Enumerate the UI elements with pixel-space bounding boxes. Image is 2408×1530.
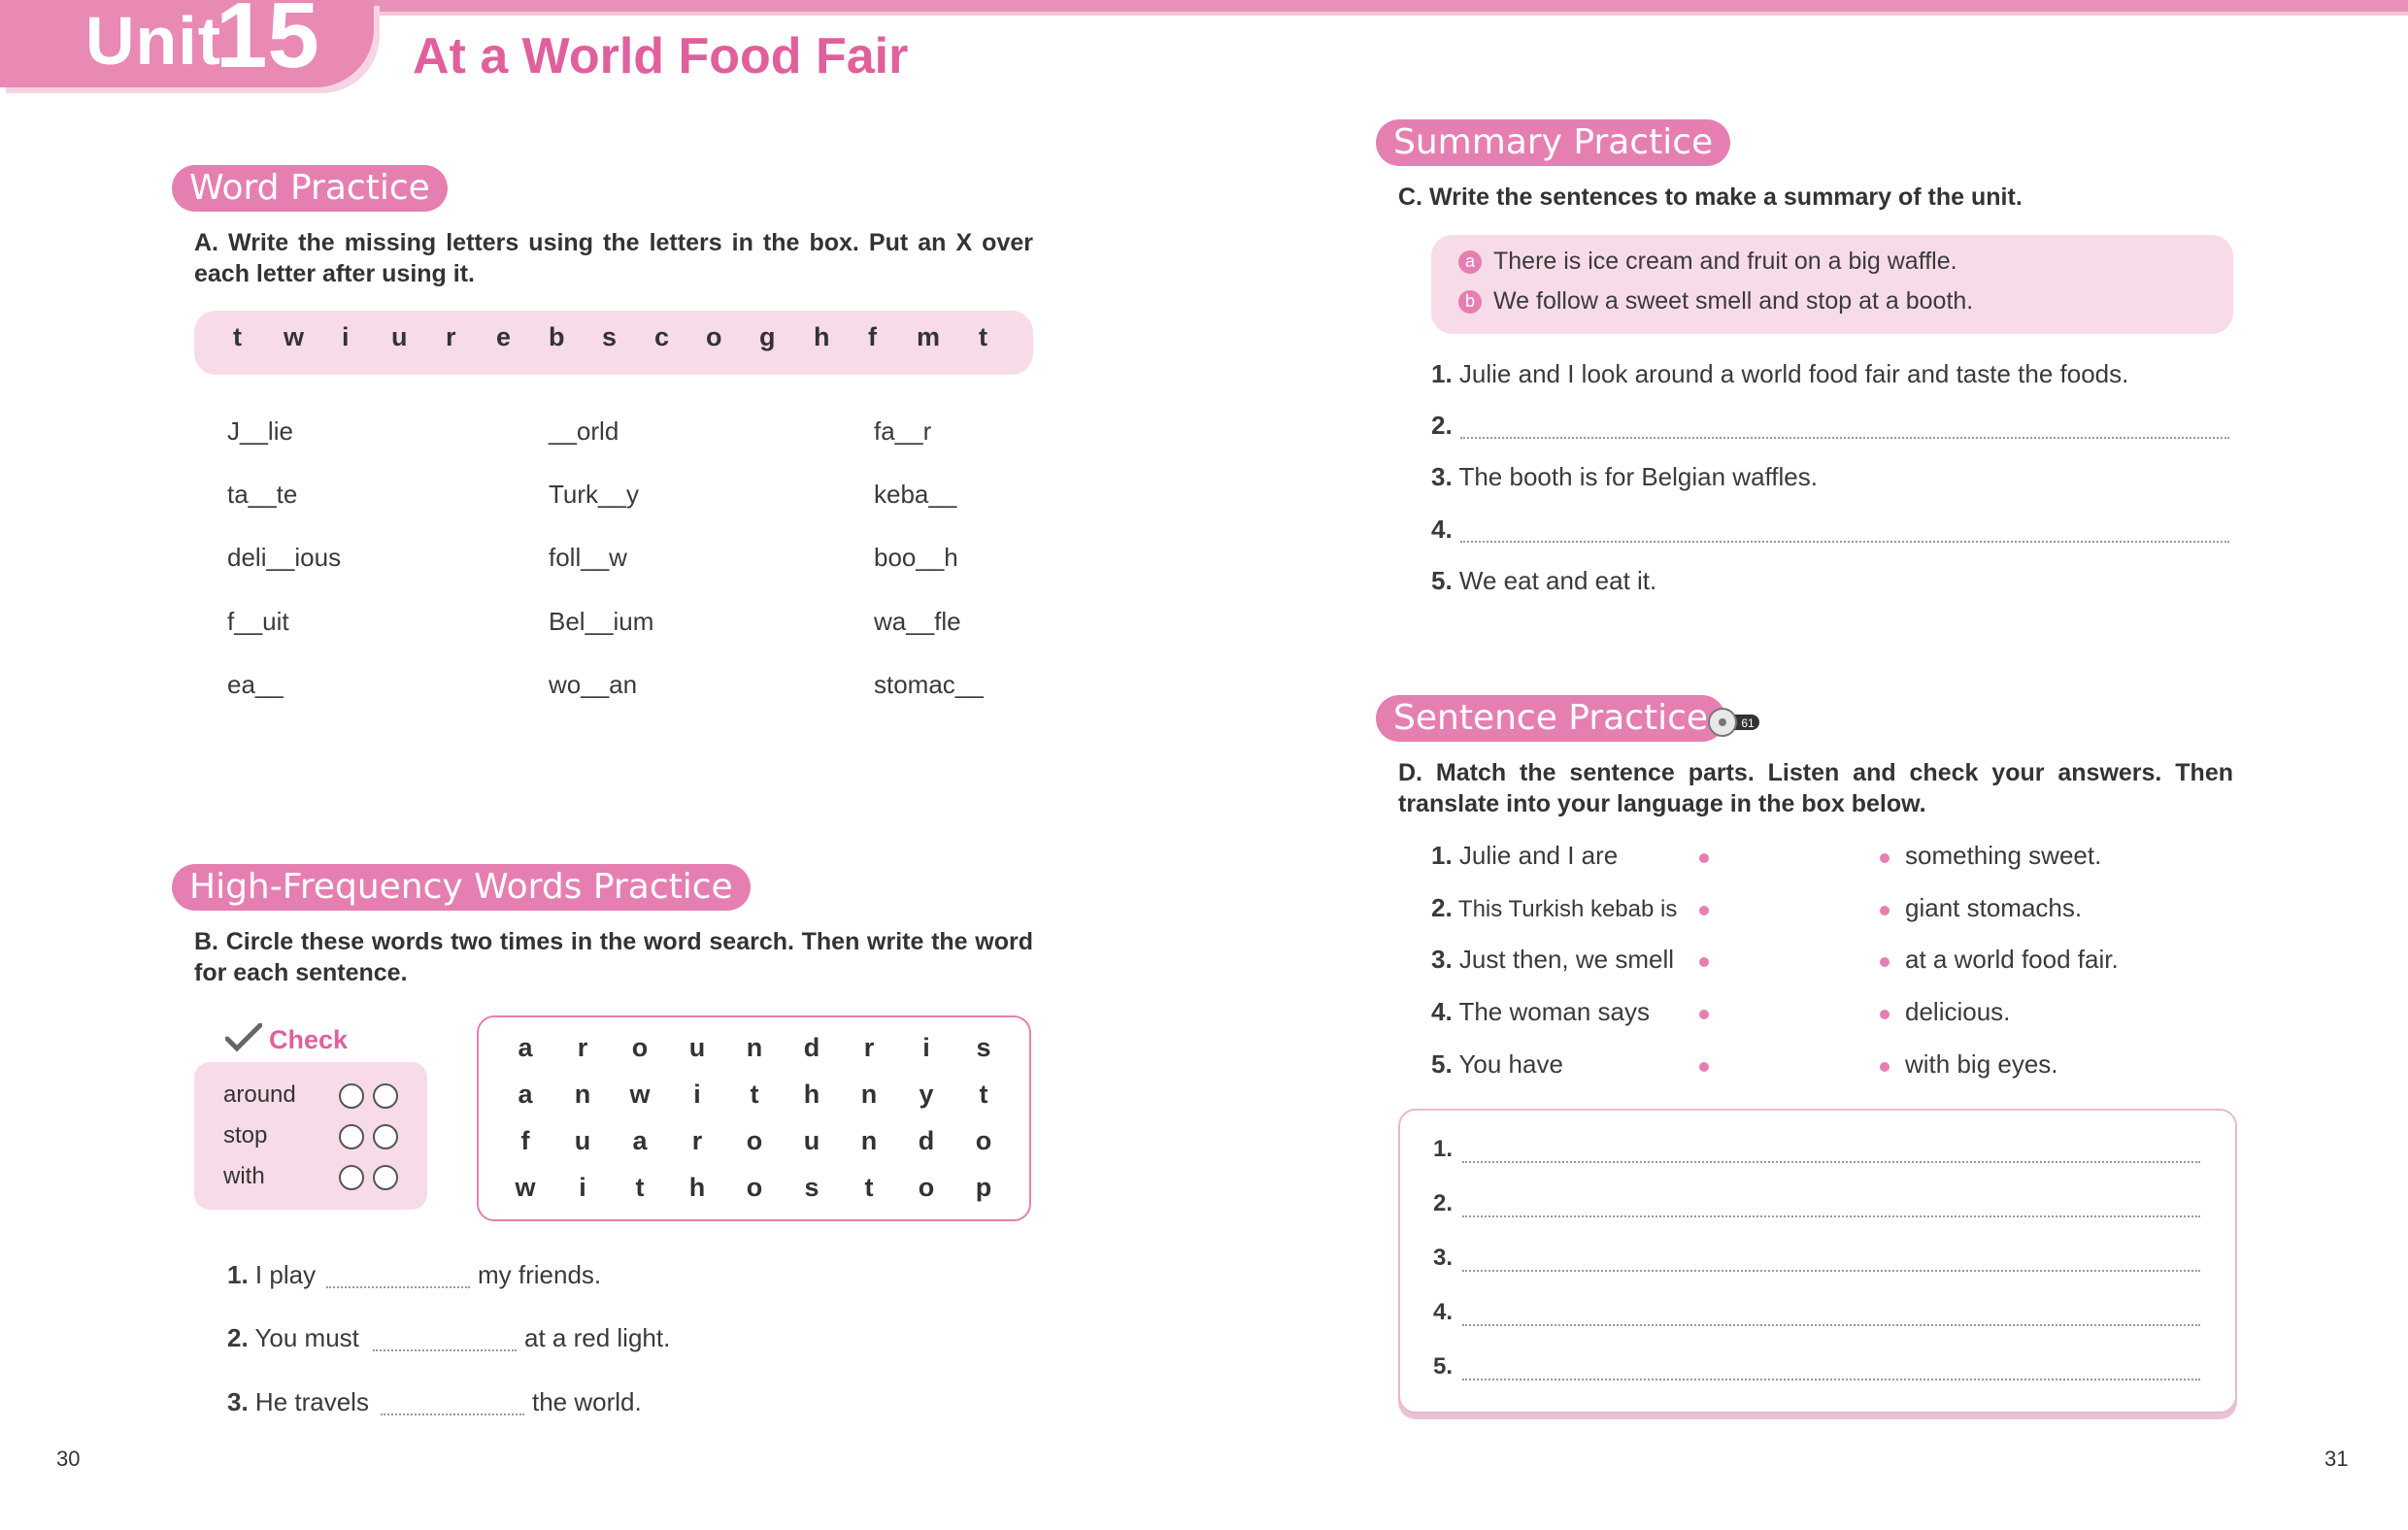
match-right[interactable]: delicious. <box>1905 997 2011 1026</box>
ws-letter[interactable]: h <box>803 1080 820 1109</box>
ws-letter[interactable]: n <box>574 1080 591 1109</box>
match-number: 5. <box>1431 1049 1453 1079</box>
badge-b: b <box>1458 290 1482 314</box>
translate-number: 2. <box>1433 1190 1454 1216</box>
translate-line[interactable] <box>1462 1379 2200 1380</box>
sentence-after: my friends. <box>478 1260 602 1289</box>
ws-letter[interactable]: n <box>746 1033 763 1062</box>
hf-practice-instruction: B. Circle these words two times in the word search. Then write the word for each sentence. <box>194 928 1033 986</box>
translate-line[interactable] <box>1462 1161 2200 1163</box>
match-number: 2. <box>1431 893 1453 922</box>
letter-box <box>194 311 1033 375</box>
sentence-practice-heading: Sentence Practice <box>1376 695 1725 742</box>
page-number-right: 31 <box>2324 1447 2349 1471</box>
summary-line-1 <box>1431 359 2128 389</box>
summary-line-2 <box>1431 411 1453 441</box>
match-text: Just then, we smell <box>1458 945 1675 974</box>
ws-letter[interactable]: o <box>746 1173 763 1202</box>
match-dot-left[interactable] <box>1699 1010 1709 1019</box>
ws-letter[interactable]: i <box>693 1080 701 1109</box>
ws-letter[interactable]: f <box>520 1126 530 1155</box>
ws-letter[interactable]: a <box>632 1126 648 1155</box>
ws-letter[interactable]: t <box>750 1080 759 1109</box>
summary-blank-4[interactable] <box>1460 541 2229 543</box>
match-number: 3. <box>1431 945 1453 974</box>
answer-blank[interactable] <box>326 1286 470 1288</box>
letter: w <box>284 322 305 351</box>
ws-letter[interactable]: s <box>804 1173 819 1202</box>
letter: o <box>706 322 722 351</box>
letter: s <box>602 322 618 351</box>
check-circle[interactable] <box>373 1124 398 1149</box>
match-left-4[interactable] <box>1431 997 1650 1027</box>
sentence-after: at a red light. <box>524 1323 671 1352</box>
letter: b <box>549 322 565 351</box>
word-item: Turk__y <box>549 480 639 509</box>
top-line <box>369 12 2408 16</box>
ws-letter[interactable]: i <box>579 1173 586 1202</box>
fill-sentence-2 <box>227 1323 359 1353</box>
word-item: Bel__ium <box>549 607 654 636</box>
summary-line-3 <box>1431 462 1818 492</box>
sentence-before: I play <box>254 1260 317 1289</box>
word-practice-instruction: A. Write the missing letters using the letters in the box. Put an X over each letter after using it. <box>194 229 1033 287</box>
letter: g <box>759 322 776 351</box>
ws-letter[interactable]: d <box>918 1126 935 1155</box>
check-circle[interactable] <box>339 1083 364 1109</box>
check-circle[interactable] <box>339 1124 364 1149</box>
match-left-2[interactable] <box>1431 893 1677 923</box>
ws-letter[interactable]: t <box>635 1173 645 1202</box>
letter: i <box>342 322 350 351</box>
translate-line[interactable] <box>1462 1324 2200 1326</box>
ws-letter[interactable]: d <box>803 1033 820 1062</box>
letter: m <box>917 322 941 351</box>
ws-letter[interactable]: a <box>518 1033 533 1062</box>
word-item: J__lie <box>227 416 293 446</box>
word-search-grid <box>477 1015 1031 1221</box>
match-dot-right[interactable] <box>1880 853 1890 863</box>
ws-letter[interactable]: u <box>688 1033 706 1062</box>
sentence-before: He travels <box>254 1387 369 1416</box>
sentence-before: You must <box>254 1323 359 1352</box>
ws-letter[interactable]: h <box>688 1173 706 1202</box>
match-dot-left[interactable] <box>1699 1062 1709 1072</box>
match-dot-right[interactable] <box>1880 1010 1890 1019</box>
summary-practice-heading: Summary Practice <box>1376 119 1730 166</box>
check-word: stop <box>223 1122 268 1148</box>
word-item: boo__h <box>874 543 958 572</box>
letter: e <box>496 322 512 351</box>
letter: r <box>446 322 456 351</box>
ws-letter[interactable]: w <box>629 1080 651 1109</box>
ws-letter[interactable]: o <box>975 1126 992 1155</box>
page-title: At a World Food Fair <box>413 28 909 84</box>
match-right[interactable]: something sweet. <box>1905 841 2102 870</box>
word-item: foll__w <box>549 543 627 572</box>
ws-letter[interactable]: i <box>922 1033 930 1062</box>
summary-option-b: We follow a sweet smell and stop at a booth. <box>1493 287 1974 315</box>
unit-number: 15 <box>216 0 319 87</box>
match-number: 4. <box>1431 997 1453 1026</box>
translate-line[interactable] <box>1462 1215 2200 1217</box>
ws-letter[interactable]: w <box>515 1173 536 1202</box>
line-text: The booth is for Belgian waffles. <box>1458 462 1818 491</box>
sentence-number: 2. <box>227 1323 249 1352</box>
match-text: The woman says <box>1458 997 1650 1026</box>
check-circle[interactable] <box>373 1165 398 1190</box>
match-text: Julie and I are <box>1458 841 1619 870</box>
ws-letter[interactable]: o <box>918 1173 935 1202</box>
ws-letter[interactable]: r <box>577 1033 588 1062</box>
translate-number: 3. <box>1433 1245 1454 1271</box>
translation-box <box>1398 1109 2237 1414</box>
check-circle[interactable] <box>339 1165 364 1190</box>
match-right[interactable]: at a world food fair. <box>1905 945 2119 974</box>
check-circle[interactable] <box>373 1083 398 1109</box>
word-item: keba__ <box>874 480 957 509</box>
answer-blank[interactable] <box>381 1414 524 1415</box>
summary-options-box <box>1431 235 2233 334</box>
word-item: wo__an <box>549 670 638 699</box>
match-left-3[interactable] <box>1431 945 1674 975</box>
letter: t <box>979 322 987 351</box>
sentence-number: 3. <box>227 1387 249 1416</box>
letter: c <box>654 322 670 351</box>
fill-sentence-3 <box>227 1387 369 1417</box>
match-dot-right[interactable] <box>1880 906 1890 915</box>
ws-letter[interactable]: n <box>860 1126 878 1155</box>
line-text: We eat and eat it. <box>1458 566 1657 595</box>
ws-letter[interactable]: s <box>976 1033 991 1062</box>
line-number: 2. <box>1431 411 1453 440</box>
summary-practice-instruction: C. Write the sentences to make a summary of the unit. <box>1398 183 2023 211</box>
badge-a: a <box>1458 250 1482 274</box>
ws-letter[interactable]: n <box>860 1080 878 1109</box>
summary-option-a: There is ice cream and fruit on a big waffle. <box>1493 248 1957 275</box>
translate-line[interactable] <box>1462 1270 2200 1272</box>
letter: t <box>233 322 242 351</box>
match-left-1[interactable] <box>1431 841 1618 871</box>
letter: h <box>814 322 830 351</box>
check-label: Check <box>269 1025 349 1054</box>
sentence-practice-instruction: D. Match the sentence parts. Listen and check your answers. Then translate into your language in the box below. <box>1398 759 2233 817</box>
summary-line-5 <box>1431 566 1656 596</box>
ws-letter[interactable]: a <box>518 1080 533 1109</box>
match-right[interactable]: giant stomachs. <box>1905 893 2083 922</box>
fill-sentence-1 <box>227 1260 316 1290</box>
translate-number: 1. <box>1433 1136 1454 1162</box>
match-dot-right[interactable] <box>1880 1062 1890 1072</box>
ws-letter[interactable]: o <box>746 1126 763 1155</box>
word-item: ta__te <box>227 480 298 509</box>
match-left-5[interactable] <box>1431 1049 1563 1080</box>
check-mark-icon <box>225 1023 262 1052</box>
translate-number: 5. <box>1433 1353 1454 1380</box>
word-item: fa__r <box>874 416 932 446</box>
match-dot-left[interactable] <box>1699 957 1709 967</box>
check-word: around <box>223 1081 296 1108</box>
answer-blank[interactable] <box>373 1349 517 1351</box>
sentence-number: 1. <box>227 1260 249 1289</box>
line-number: 1. <box>1431 359 1453 388</box>
unit-label: Unit <box>85 3 222 79</box>
sentence-after: the world. <box>532 1387 642 1416</box>
ws-letter[interactable]: t <box>979 1080 988 1109</box>
word-item: __orld <box>549 416 619 446</box>
check-word: with <box>223 1163 265 1189</box>
summary-blank-2[interactable] <box>1460 437 2229 439</box>
ws-letter[interactable]: u <box>574 1126 591 1155</box>
ws-letter[interactable]: r <box>691 1126 703 1155</box>
ws-letter[interactable]: t <box>864 1173 874 1202</box>
hf-practice-heading: High-Frequency Words Practice <box>172 864 751 911</box>
match-dot-right[interactable] <box>1880 957 1890 967</box>
ws-letter[interactable]: o <box>631 1033 649 1062</box>
ws-letter[interactable]: y <box>919 1080 934 1109</box>
match-right[interactable]: with big eyes. <box>1905 1049 2058 1079</box>
word-practice-heading: Word Practice <box>172 165 448 212</box>
word-item: stomac__ <box>874 670 984 699</box>
match-text: This Turkish kebab is <box>1457 896 1678 922</box>
line-number: 5. <box>1431 566 1453 595</box>
word-item: wa__fle <box>874 607 961 636</box>
match-dot-left[interactable] <box>1699 853 1709 863</box>
word-item: ea__ <box>227 670 284 699</box>
ws-letter[interactable]: p <box>975 1173 992 1202</box>
letter: f <box>868 322 877 351</box>
summary-line-4 <box>1431 515 1453 545</box>
check-box <box>194 1062 427 1210</box>
letter: u <box>391 322 408 351</box>
match-dot-left[interactable] <box>1699 906 1709 915</box>
ws-letter[interactable]: r <box>863 1033 875 1062</box>
ws-letter[interactable]: u <box>803 1126 820 1155</box>
audio-cd-icon[interactable] <box>1707 707 1761 738</box>
line-number: 4. <box>1431 515 1453 544</box>
match-number: 1. <box>1431 841 1453 870</box>
page-number-left: 30 <box>56 1447 81 1471</box>
line-text: Julie and I look around a world food fair and taste the foods. <box>1458 359 2129 388</box>
translate-number: 4. <box>1433 1299 1454 1325</box>
line-number: 3. <box>1431 462 1453 491</box>
match-text: You have <box>1458 1049 1563 1079</box>
track-number: 61 <box>1741 716 1755 730</box>
word-item: deli__ious <box>227 543 342 572</box>
word-item: f__uit <box>227 607 289 636</box>
